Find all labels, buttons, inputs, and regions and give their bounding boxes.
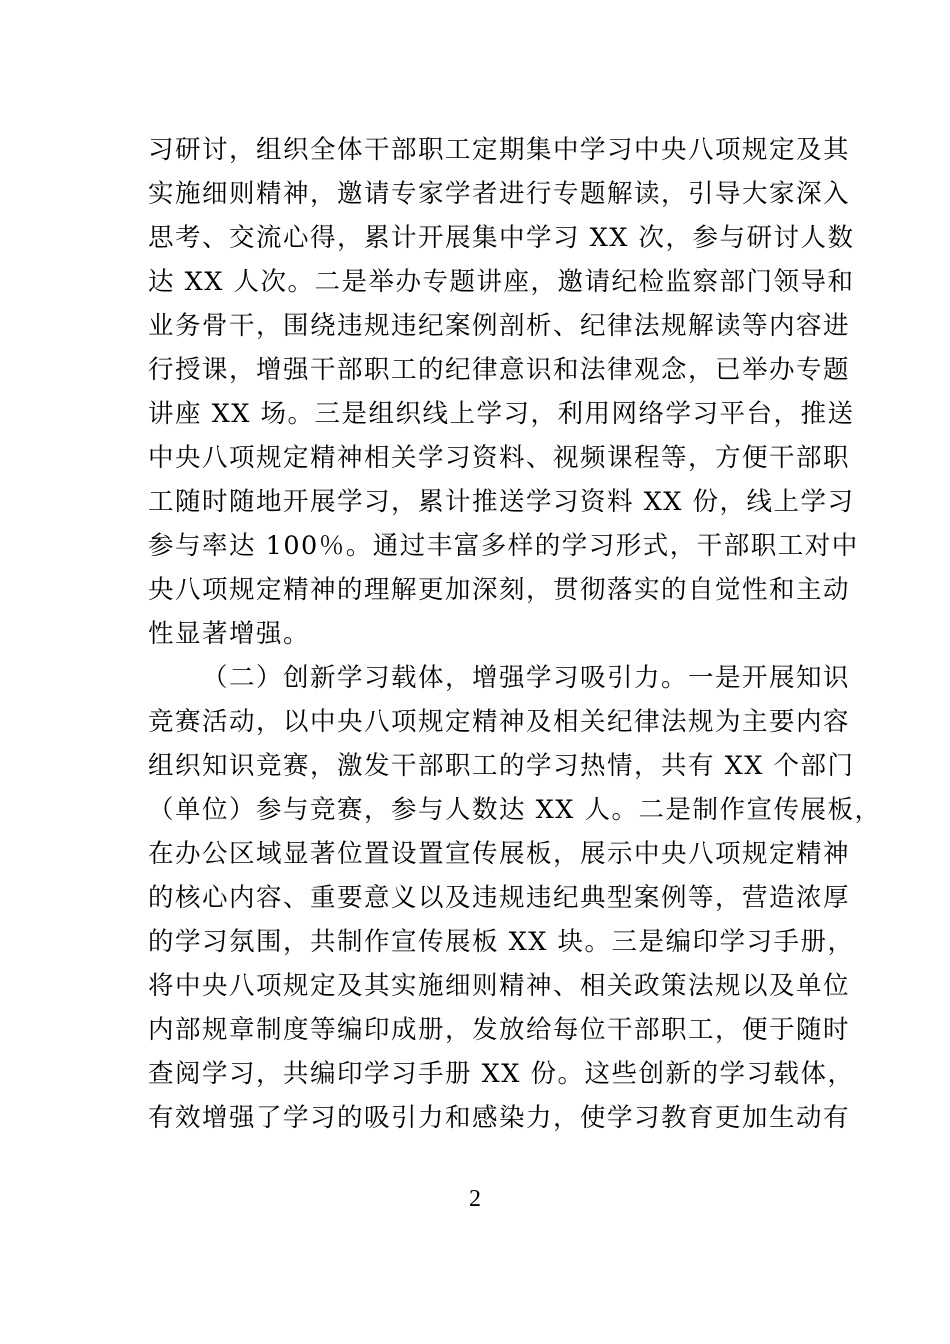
text-line: 组织知识竞赛，激发干部职工的学习热情，共有 XX 个部门	[148, 751, 855, 781]
text-line: 讲座 XX 场。三是组织线上学习，利用网络学习平台，推送	[148, 399, 855, 429]
text-line: 竞赛活动，以中央八项规定精神及相关纪律法规为主要内容	[148, 707, 851, 737]
text-line: 达 XX 人次。二是举办专题讲座，邀请纪检监察部门领导和	[148, 267, 855, 297]
text-line: 行授课，增强干部职工的纪律意识和法律观念，已举办专题	[148, 355, 851, 385]
page-number: 2	[469, 1186, 481, 1212]
text-line: 在办公区域显著位置设置宣传展板，展示中央八项规定精神	[148, 839, 851, 869]
text-line: 的核心内容、重要意义以及违规违纪典型案例等，营造浓厚	[148, 883, 851, 913]
section-heading-line: （二）创新学习载体，增强学习吸引力。一是开展知识	[202, 663, 851, 693]
text-line: 业务骨干，围绕违规违纪案例剖析、纪律法规解读等内容进	[148, 311, 851, 341]
text-line: 内部规章制度等编印成册，发放给每位干部职工，便于随时	[148, 1015, 851, 1045]
text-line: 工随时随地开展学习，累计推送学习资料 XX 份，线上学习	[148, 487, 855, 517]
text-line: （单位）参与竞赛，参与人数达 XX 人。二是制作宣传展板，	[148, 795, 882, 825]
text-line: 的学习氛围，共制作宣传展板 XX 块。三是编印学习手册，	[148, 927, 855, 957]
text-line: 性显著增强。	[148, 619, 311, 649]
text-line: 参与率达 100％。通过丰富多样的学习形式，干部职工对中	[148, 531, 859, 561]
text-line: 央八项规定精神的理解更加深刻，贯彻落实的自觉性和主动	[148, 575, 851, 605]
text-line: 将中央八项规定及其实施细则精神、相关政策法规以及单位	[148, 971, 851, 1001]
text-line: 习研讨，组织全体干部职工定期集中学习中央八项规定及其	[148, 135, 851, 165]
text-line: 思考、交流心得，累计开展集中学习 XX 次，参与研讨人数	[148, 223, 855, 253]
text-line: 有效增强了学习的吸引力和感染力，使学习教育更加生动有	[148, 1103, 851, 1133]
text-line: 查阅学习，共编印学习手册 XX 份。这些创新的学习载体，	[148, 1059, 855, 1089]
text-line: 中央八项规定精神相关学习资料、视频课程等，方便干部职	[148, 443, 851, 473]
text-line: 实施细则精神，邀请专家学者进行专题解读，引导大家深入	[148, 179, 851, 209]
